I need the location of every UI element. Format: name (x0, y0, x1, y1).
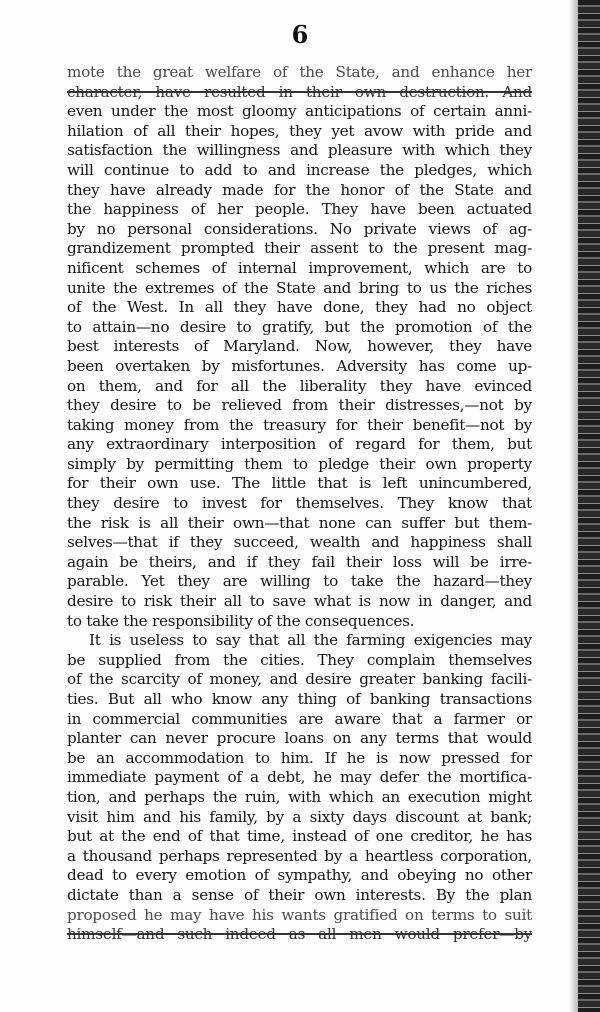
text-line: ties. But all who know any thing of banking transactions (67, 690, 532, 708)
text-line: himself—and such indeed as all men would prefer—by (67, 925, 532, 944)
text-line: again be theirs, and if they fail their loss will be irre- (67, 552, 532, 571)
text-line: proposed he may have his wants gratified on terms to suit (67, 905, 532, 924)
text-line: on them, and for all the liberality they have evinced (67, 376, 532, 395)
text-line: of the scarcity of money, and desire greater banking facili- (67, 670, 532, 689)
text-line: been overtaken by misfortunes. Adversity has come up- (67, 356, 532, 375)
text-line: character, have resulted in their own destruction. And (67, 82, 532, 101)
text-line: the happiness of her people. They have been actuated (67, 200, 532, 219)
text-line: nificent schemes of internal improvement, which are to (67, 258, 532, 277)
text-line: dead to every emotion of sympathy, and obeying no other (67, 866, 532, 885)
text-line: taking money from the treasury for their benefit—not by (67, 415, 532, 434)
text-line: be an accommodation to him. If he is now pressed for (67, 748, 532, 767)
text-line: tion, and perhaps the ruin, with which an execution might (67, 787, 532, 806)
binding-edge (578, 0, 600, 1012)
text-line: parable. Yet they are willing to take the hazard—they (67, 572, 532, 591)
text-line: unite the extremes of the State and bring to us the riches (67, 278, 532, 297)
text-line: satisfaction the willingness and pleasure with which they (67, 141, 532, 160)
text-line: will continue to add to and increase the pledges, which (67, 160, 532, 179)
text-line: of the West. In all they have done, they had no object (67, 298, 532, 317)
text-line: to attain—no desire to gratify, but the promotion of the (67, 317, 532, 336)
text-line: planter can never procure loans on any terms that would (67, 729, 532, 748)
text-line: for their own use. The little that is left unincumbered, (67, 474, 532, 493)
text-line: any extraordinary interposition of regard for them, but (67, 435, 532, 454)
text-line: the risk is all their own—that none can suffer but them- (67, 513, 532, 532)
text-line: selves—that if they succeed, wealth and happiness shall (67, 533, 532, 552)
text-line: It is useless to say that all the farming exigencies may (89, 631, 532, 650)
body-text (67, 63, 532, 945)
text-line: mote the great welfare of the State, and enhance her (67, 63, 532, 81)
text-line: they desire to be relieved from their distresses,—not by (67, 396, 532, 415)
text-line: grandizement prompted their assent to the present mag- (67, 239, 532, 258)
text-line: hilation of all their hopes, they yet avow with pride and (67, 121, 532, 140)
text-line: but at the end of that time, instead of one creditor, he has (67, 827, 532, 846)
text-line: simply by permitting them to pledge their own property (67, 454, 532, 473)
text-line: even under the most gloomy anticipations of certain anni- (67, 102, 532, 121)
page-number: 6 (291, 20, 309, 49)
text-line: by no personal considerations. No private views of ag- (67, 219, 532, 238)
text-line: dictate than a sense of their own interests. By the plan (67, 885, 532, 904)
page-shadow (569, 0, 578, 1012)
text-line: be supplied from the cities. They complain themselves (67, 650, 532, 669)
text-line: best interests of Maryland. Now, however, they have (67, 337, 532, 356)
text-line: visit him and his family, by a sixty days discount at bank; (67, 807, 532, 826)
text-line: immediate payment of a debt, he may defer the mortifica- (67, 768, 532, 787)
text-line: to take the responsibility of the consequences. (67, 611, 415, 630)
text-line: a thousand perhaps represented by a heartless corporation, (67, 846, 532, 865)
text-line: they desire to invest for themselves. They know that (67, 494, 532, 513)
text-line: in commercial communities are aware that a farmer or (67, 709, 532, 728)
text-line: they have already made for the honor of the State and (67, 180, 532, 199)
text-line: desire to risk their all to save what is now in danger, and (67, 592, 532, 611)
